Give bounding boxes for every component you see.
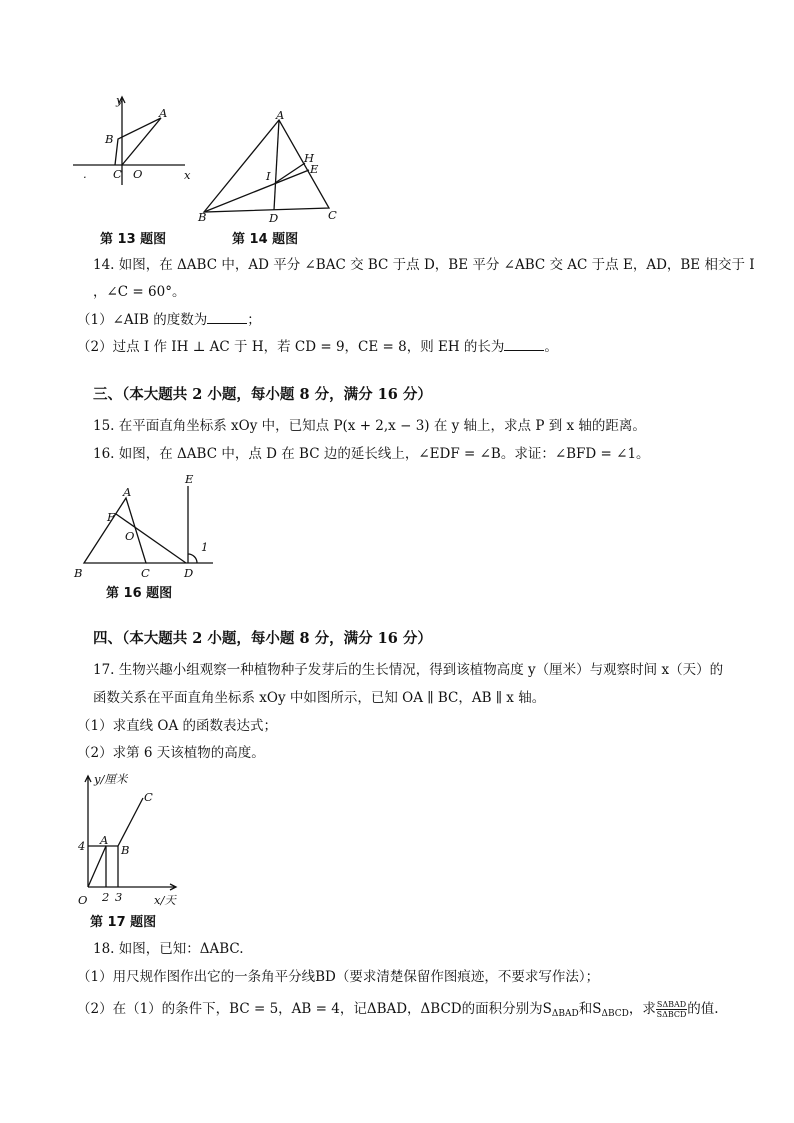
label-3: 3 xyxy=(115,890,123,904)
q14-part1 xyxy=(77,311,261,329)
q18-frac-den: SΔBCD xyxy=(656,1010,687,1019)
q18-fraction xyxy=(656,1000,687,1019)
label-F: F xyxy=(107,510,115,524)
figure-13-diagram xyxy=(70,92,200,187)
label-dot: . xyxy=(83,167,87,181)
label-H: H xyxy=(304,151,315,165)
q17-line2: 函数关系在平面直角坐标系 xOy 中如图所示，已知 OA ∥ BC，AB ∥ x 轴。 xyxy=(93,690,546,706)
label-y: y xyxy=(116,93,123,107)
figure-16-diagram xyxy=(72,472,222,580)
q18-line1: 18. 如图，已知：ΔABC. xyxy=(93,941,244,957)
angle-1-arc xyxy=(188,554,197,563)
label-x: x xyxy=(184,168,191,182)
graph-OABC xyxy=(88,798,143,887)
q14-line2: ，∠C = 60°。 xyxy=(93,284,186,300)
label-D: D xyxy=(269,211,279,225)
q18-and: 和S xyxy=(578,1001,602,1017)
label-B: B xyxy=(198,210,207,224)
q14-line1: 14. 如图，在 ΔABC 中，AD 平分 ∠BAC 交 BC 于点 D，BE 平分 ∠ABC 交 AC 于点 E，AD，BE 相交于 I xyxy=(93,257,755,273)
q14-part1-end: ； xyxy=(247,312,261,328)
q14-part2-text: （2）过点 I 作 IH ⊥ AC 于 H，若 CD = 9，CE = 8，则 EH 的长为 xyxy=(77,339,505,355)
q18-frac-num: SΔBAD xyxy=(656,1000,687,1009)
q18-sub1: ΔBAD xyxy=(551,1009,579,1019)
label-A: A xyxy=(123,485,132,499)
q17-part2: （2）求第 6 天该植物的高度。 xyxy=(77,745,265,761)
label-C: C xyxy=(144,790,153,804)
q18-part2-text: （2）在（1）的条件下，BC = 5，AB = 4，记ΔBAD，ΔBCD的面积分别为S xyxy=(77,1001,552,1017)
label-A: A xyxy=(100,833,109,847)
label-1: 1 xyxy=(201,540,209,554)
q18-end: 的值. xyxy=(687,1001,719,1017)
label-O: O xyxy=(78,893,88,907)
label-B: B xyxy=(105,132,114,146)
label-4: 4 xyxy=(78,839,86,853)
figure-17-caption: 第 17 题图 xyxy=(90,915,157,930)
label-B: B xyxy=(74,566,83,580)
q14-part2-blank xyxy=(504,338,544,351)
q18-sub2: ΔBCD xyxy=(601,1009,629,1019)
q14-part2-end: 。 xyxy=(544,339,558,355)
figure-13-caption: 第 13 题图 xyxy=(100,232,167,247)
figure-14-caption: 第 14 题图 xyxy=(232,232,299,247)
q17-part1: （1）求直线 OA 的函数表达式； xyxy=(77,718,277,734)
figure-16-caption: 第 16 题图 xyxy=(106,586,173,601)
q15-text: 15. 在平面直角坐标系 xOy 中，已知点 P(x + 2,x − 3) 在 y 轴上，求点 P 到 x 轴的距离。 xyxy=(93,418,646,434)
label-O: O xyxy=(125,529,135,543)
label-C: C xyxy=(328,208,337,222)
label-D: D xyxy=(184,566,194,580)
label-C: C xyxy=(141,566,150,580)
q14-part1-text: （1）∠AIB 的度数为 xyxy=(77,312,208,328)
label-2: 2 xyxy=(102,890,110,904)
label-I: I xyxy=(266,169,271,183)
q18-part2 xyxy=(77,1000,719,1023)
segment-AD xyxy=(274,120,279,210)
label-E: E xyxy=(310,162,319,176)
figure-14-diagram xyxy=(198,110,343,225)
triangle-ABC xyxy=(84,498,146,563)
q18-part1: （1）用尺规作图作出它的一条角平分线BD（要求清楚保留作图痕迹，不要求写作法）； xyxy=(77,969,600,985)
section-3-heading: 三、（本大题共 2 小题，每小题 8 分，满分 16 分） xyxy=(93,386,432,403)
section-4-heading: 四、（本大题共 2 小题，每小题 8 分，满分 16 分） xyxy=(93,630,432,647)
label-E: E xyxy=(185,472,194,486)
label-xaxis: x/天 xyxy=(154,893,176,907)
label-B: B xyxy=(121,843,130,857)
q14-part1-blank xyxy=(207,311,247,324)
label-A: A xyxy=(276,108,285,122)
q14-part2 xyxy=(77,338,558,356)
q16-text: 16. 如图，在 ΔABC 中，点 D 在 BC 边的延长线上，∠EDF = ∠B。求证：∠BFD = ∠1。 xyxy=(93,446,650,462)
label-C: C xyxy=(113,167,122,181)
label-yaxis: y/厘米 xyxy=(94,772,128,786)
figure-17-diagram xyxy=(74,770,184,910)
segment-BE xyxy=(204,170,309,212)
label-A: A xyxy=(159,106,168,120)
q17-line1: 17. 生物兴趣小组观察一种植物种子发芽后的生长情况，得到该植物高度 y（厘米）与观察时间 x（天）的 xyxy=(93,662,724,678)
q18-ask: ，求 xyxy=(628,1001,656,1017)
label-O: O xyxy=(133,167,143,181)
